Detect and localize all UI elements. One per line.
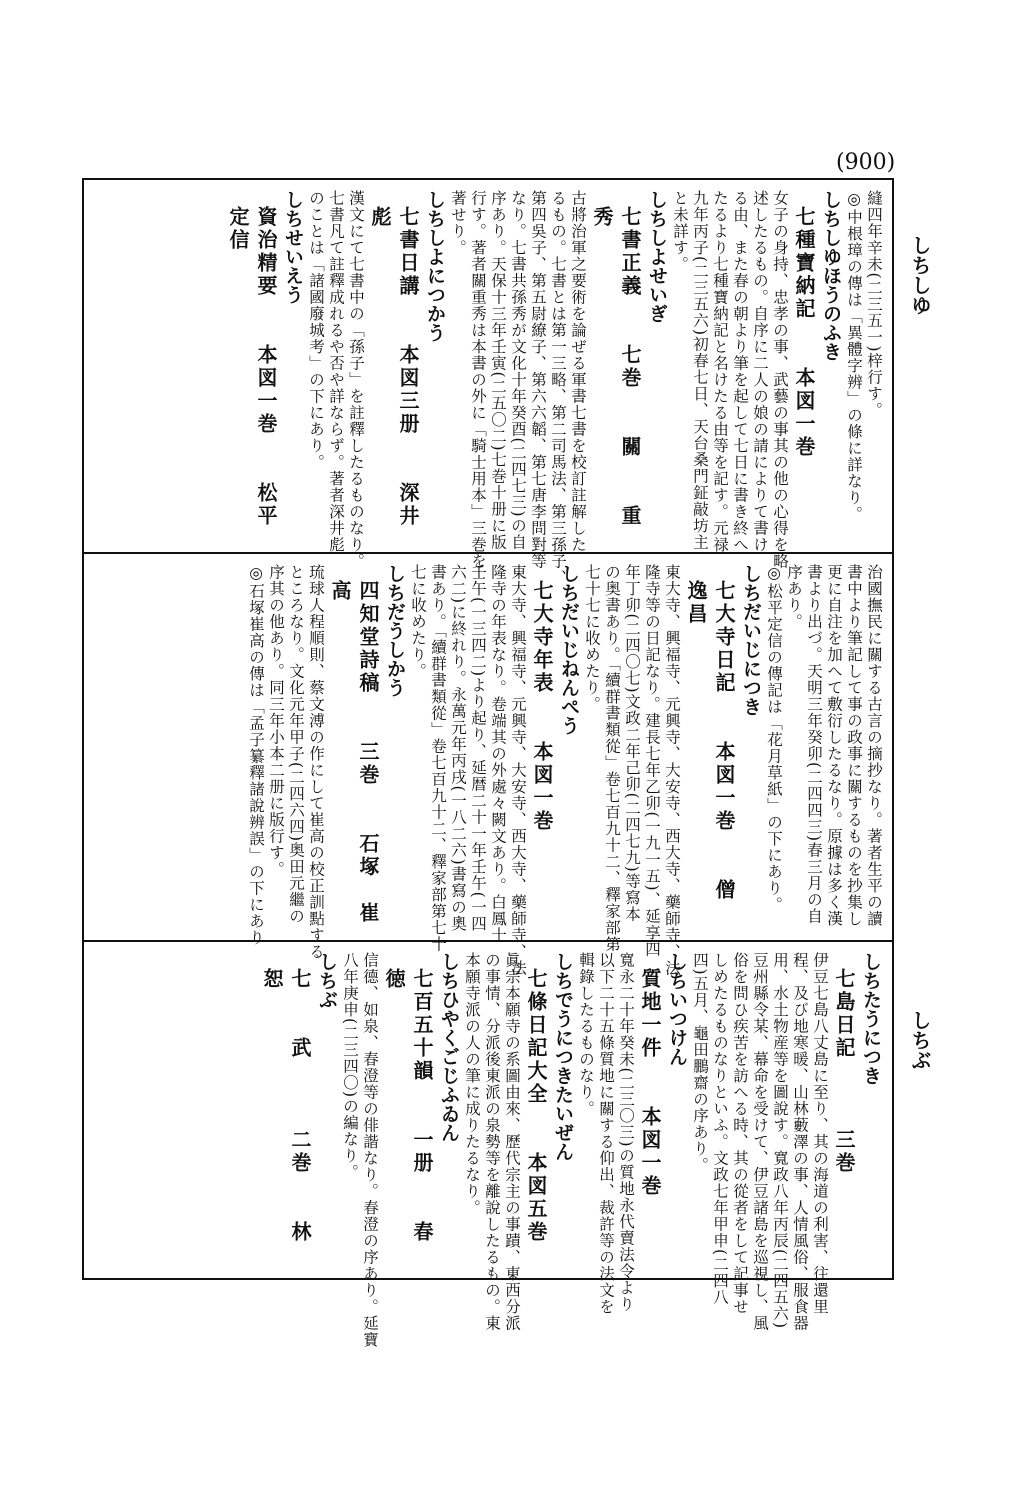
entry-reading: しちしよにつかう [424,190,446,342]
entry-text-line: 寬永二十年癸未(二三〇三)の質地永代賣法令より [617,952,635,1313]
entry-reading: しちしゆほうのふき [820,190,842,361]
entry-text-line: 八年庚申(二三四〇)の編なり。 [341,952,359,1181]
entry-text-line: 行す。著者關重秀は本書の外に「騎士用本」三巻を [469,190,487,570]
entry-text-line: なり。七書共孫秀が文化十年癸酉(二四七三)の自 [509,190,527,551]
entry-text-line: しめたるものなりといふ。文政七年甲申(二四八 [711,952,729,1306]
entry-text-line: と未詳す。 [671,190,689,273]
entry-reading: しちたうにつき [860,952,882,1085]
entry-title: 七種寶納記 本図一巻 [792,206,816,459]
entry-text-line: 女子の身持、忠孝の事、武藝の事其の他の心得を略 [771,190,789,570]
entry-title: 七 武 二巻 林 恕 [260,968,312,1313]
entry-title: 七書日講 本図三册 深井 彪 [368,206,420,574]
entry-text-line: 用、水土物産等を圖說す。寬政八年丙辰(二四五六) [771,952,789,1330]
entry-text-line: 六二)に終れり。永萬元年丙戌(一八二六)書寫の奧 [449,564,467,932]
entry-text-line: 縫四年辛未(二三五一)梓行す。 [865,190,883,419]
entry-text-line: 東大寺、興福寺、元興寺、大安寺、西大寺、藥師寺、法 [509,564,527,977]
entry-text-line: 書より出づ。天明三年癸卯(二四四三)春三月の自 [805,564,823,925]
entry-text-line: の奥書あり。「續群書類從」卷七百九十二、釋家部第 [603,564,621,953]
entry-text-line: 隆寺の年表なり。卷端其の外處々闕文あり。白鳳十 [489,564,507,944]
entry-reading: しちひやくごじふゐん [438,952,460,1142]
entry-text-line: 第四吳子、第五尉繚子、第六六韜、第七唐李問對等 [529,190,547,570]
entry-title: 四知堂詩稿 三巻 石塚 崔高 [328,580,380,925]
dictionary-section-2 [82,554,894,977]
entry-text-line: 漢文にて七書中の「孫子」を註釋したるものなり。 [347,190,365,570]
running-head-shichibu: しちぶ [908,1010,932,1070]
entry-text-line: 書あり。「續群書類從」卷七百九十二、釋家部第七十 [429,564,447,953]
entry-reading: しちいつけん [666,952,688,1066]
entry-reading: しちぶ [316,952,338,1009]
section-columns [92,952,884,1348]
entry-text-line: ◎石塚崔高の傳は「孟子纂釋諸說辨誤」の下にあり [247,564,265,946]
entry-text-line: 俗を問ひ疾苦を訪へる時、其の從者をして記事せ [731,952,749,1315]
entry-text-line: 本願寺派の人の筆に成りたるなり。 [463,952,481,1216]
entry-text-line: の事情、分派後東派の泉勢等を離說したるもの。東 [483,952,501,1332]
dictionary-section-3 [82,942,894,1348]
entry-text-line: 眞宗本願寺の系圖由來、歷代宗主の事蹟、東西分派 [503,952,521,1332]
entry-text-line: 更に自注を加へて敷衍したるなり。原據は多く漢 [825,564,843,927]
entry-text-line: のことは「諸國廢城考」の下にあり。 [307,190,325,471]
section-columns [92,190,884,586]
entry-text-line: 序あり。天保十三年壬寅(二五〇二)七巻十册に版 [489,190,507,551]
entry-text-line: 序あり。 [785,564,803,630]
entry-text-line: 伊豆七島八丈島に至り、其の海道の利害、往還里 [811,952,829,1315]
entry-title: 七百五十韻 一册 春 徳 [382,968,434,1290]
entry-text-line: 琉球人程順則、蔡文溥の作にして崔高の校正訓點する [307,564,325,960]
entry-text-line: 程、及び地寒暖、山林藪澤の事、人情風俗、服食器 [791,952,809,1332]
entry-title: 七書正義 七巻 關 重秀 [590,206,642,528]
entry-text-line: 豆州縣令某、幕命を受けて、伊豆諸島を巡視し、風 [751,952,769,1332]
entry-title: 質地一件 本図一巻 [638,968,662,1198]
entry-reading: しちしよせいぎ [646,190,668,323]
entry-text-line: るもの。七書とは第一三略、第二司馬法、第三孫子、 [549,190,567,586]
entry-title: 七島日記 三巻 [832,968,856,1175]
entry-title: 資治精要 本図一巻 松平 定信 [226,206,278,551]
entry-text-line: 七書凡て註釋成れるや否や詳ならず。著者深井彪 [327,190,345,553]
entry-text-line: ◎松平定信の傳記は「花月草紙」の下にあり。 [765,564,783,913]
dictionary-section-1 [82,180,894,586]
entry-title: 七條日記大全 本図五巻 [524,968,548,1244]
entry-text-line: 隆寺等の日記なり。建長七年乙卯(一九一五)、延享四 [643,564,661,958]
running-head-shichishu: しちしゆ [908,235,932,315]
entry-text-line: 輯錄したるものなり。 [577,952,595,1117]
entry-text-line: 書中より筆記して事の政事に關するものを抄集し [845,564,863,927]
entry-reading: しちだいじにつき [740,564,762,716]
entry-text-line: ところなり。文化元年甲子(二四六四)奥田元繼の [287,564,305,925]
entry-text-line: る由、また春の朝より筆を起して七日に書き終へ [731,190,749,553]
entry-text-line: 信德、如泉、春澄等の俳諧なり。春澄の序あり。延寶 [361,952,379,1348]
entry-reading: しちでうにつきたいぜん [552,952,574,1161]
entry-text-line: 東大寺、興福寺、元興寺、大安寺、西大寺、藥師寺、法 [663,564,681,977]
entry-text-line: ◎中根璋の傳は「異體字辨」の條に詳なり。 [845,190,863,523]
entry-title: 七大寺日記 本図一巻 僧 逸昌 [684,580,736,948]
entry-text-line: 治國撫民に關する古言の摘抄なり。著者生平の讀 [865,564,883,927]
entry-text-line: 壬午(一三四二)より起り、延暦二十一年壬午(一四 [469,564,487,932]
entry-text-line: 述したるもの。自序に二人の娘の請によりて書け [751,190,769,553]
entry-text-line: 四)五月、龜田鵬齋の序あり。 [691,952,709,1174]
entry-text-line: 七に收めたり。 [409,564,427,680]
entry-text-line: たるより七種寶納記と名けたる由等を記す。元禄 [711,190,729,553]
entry-reading: しちせいえう [282,190,304,304]
page-number: (900) [836,150,896,175]
entry-text-line: 序其の他あり。同三年小本二册に版行す。 [267,564,285,878]
section-columns [92,564,884,977]
entry-reading: しちだいじねんぺう [558,564,580,735]
entry-text-line: 年丁卯(二四〇七)文政二年己卯(二四七九)等寫本 [623,564,641,923]
entry-text-line: 古將治軍之要術を論ぜる軍書七書を校訂註解した [569,190,587,553]
entry-text-line: 著せり。 [449,190,467,256]
entry-text-line: 九年丙子(二三五六)初春七日、天台桑門鉦敲坊主 [691,190,709,551]
entry-text-line: 七十七に收めたり。 [583,564,601,713]
entry-title: 七大寺年表 本図一巻 [530,580,554,833]
entry-text-line: 以下二十五條質地に關する仰出、裁許等の法文を [597,952,615,1315]
entry-reading: しちだうしかう [384,564,406,697]
